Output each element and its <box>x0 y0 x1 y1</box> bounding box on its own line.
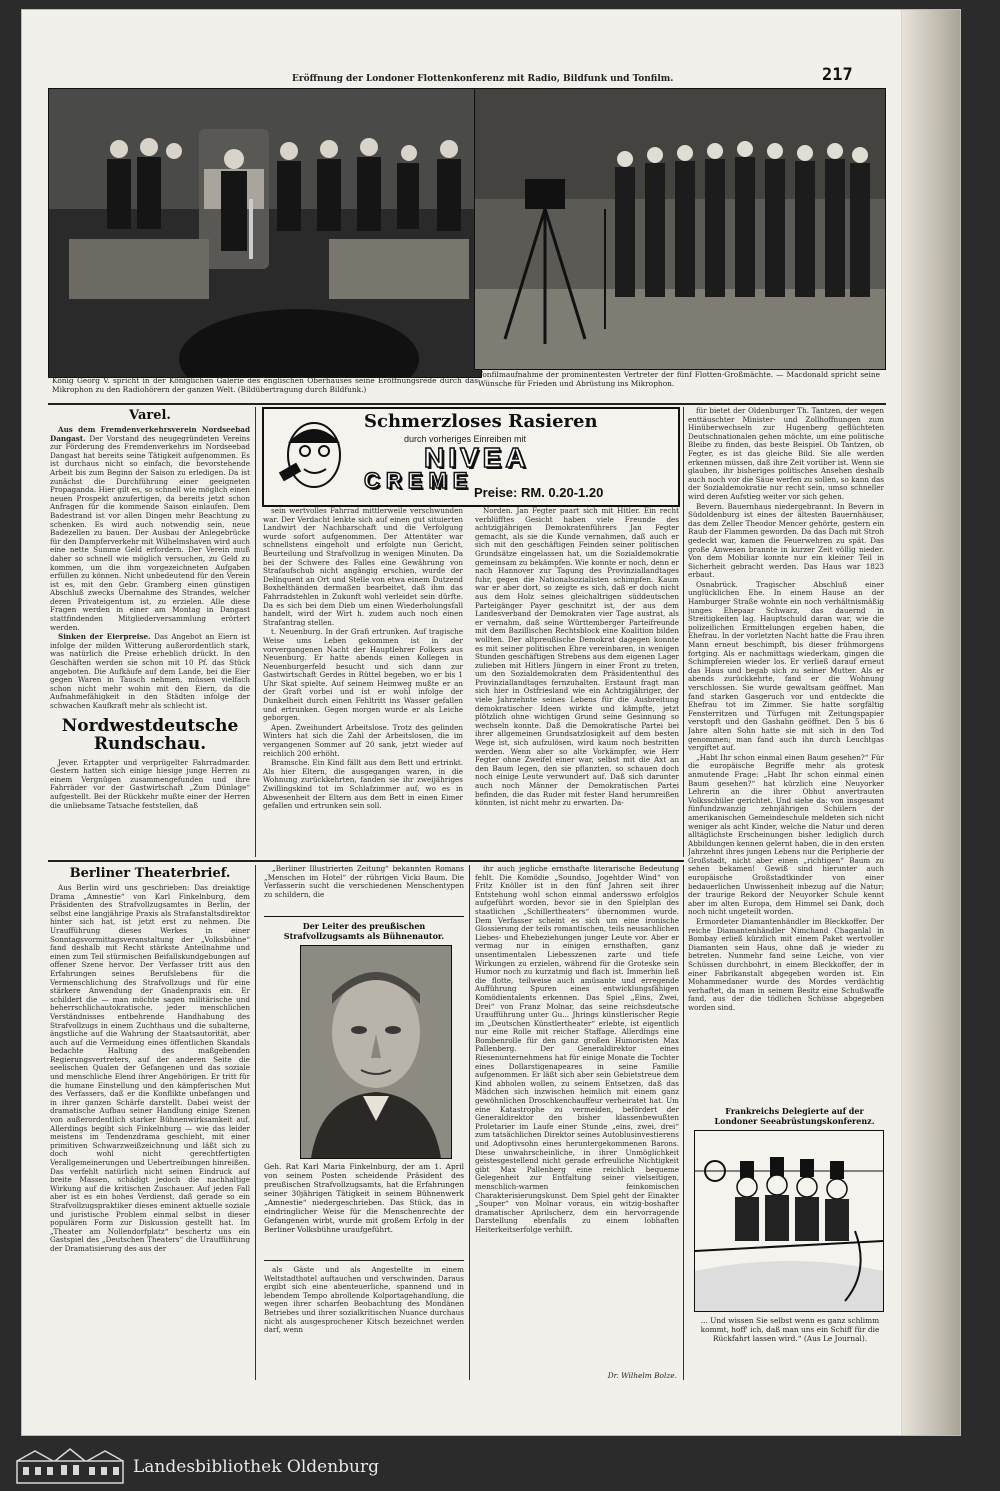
item-title: Sinken der Eierpreise. <box>58 632 151 642</box>
caption-left-photo: König Georg V. spricht in der Königlichen Galerie des englischen Oberhauses seine Eröffnungsrede durch das Mikrophon zu den Radiohörern der ganzen Welt. (Bildübertragung durch Bildfunk.) <box>52 376 478 394</box>
ad-brand-creme: CREME <box>364 468 474 493</box>
column-divider <box>683 407 684 857</box>
page-number: 217 <box>822 65 853 85</box>
cartoon-title: Frankreichs Delegierte auf der Londoner Seeabrüstungskonferenz. <box>714 1106 875 1126</box>
item-text: „Habt Ihr schon einmal einen Baum gesehen?“ Für die europäische Begriffe mehr als grotesk anmutende Frage: „Habt Ihr schon einmal einen Baum gesehen?“ hat kürzlich eine Neuyorker Lehrerin an die ihrer Obhut anvertrauten Volksschüler gerichtet. Und siehe da: von insgesamt fünfundzwanzig zehnjährigen Schülern der amerikanischen Gemeindeschule meldeten sich nicht weniger als acht Kinder, welche die Natur und deren alltäglichste Erscheinungen bisher lediglich durch Abbildungen kennen gelernt haben, die in den ersten Jahrzehnt ihres jungen Lebens nur die Peripherie der Großstadt, nicht aber einen „richtigen“ Baum zu sehen bekamen! Gewiß sind hierunter auch europäische Großstadtkinder von einer bedauerlichen Unwissenheit inbezug auf die Natur; der traurige Rekord der Neuyorker Schule kennt aber im alten Europa, dem Himmel sei Dank, doch noch nicht ungeteilt worden. <box>688 752 884 917</box>
book-spine <box>902 10 960 1435</box>
item-text: Jever. Ertappter und verprügelter Fahrradmarder. Gestern hatten sich einige hiesige junge Herren zu einem Vergnügen zusammengefunden und ihre Fahrräder vor der Gastwirtschaft „Zum Dünlage“ aufgestellt. Bei der Rückkehr mußte einer der Herren die unliebsame Tatsache feststellen, daß <box>50 757 250 810</box>
column-fahrrad <box>263 507 463 857</box>
divider-thin <box>264 1260 464 1261</box>
column-theater-b-bottom <box>264 1266 464 1380</box>
photo-sound-film-recording <box>474 88 886 370</box>
column-divider <box>683 865 684 1380</box>
item-text: Aus Berlin wird uns geschrieben: Das dreiaktige Drama „Amnestie“ von Karl Finkelnburg, dem Präsidenten des Strafvollzugsamtes in Berlin, der selbst eine langjährige Praxis als Strafanstaltsdirektor hinter sich hat, ist jetzt erst zu nehmen. Die Uraufführung dieses Werkes in einer Sonntagsvormittagsveranstaltung der „Volksbühne“ fand deshalb mit Recht stärkste Anteilnahme und einen zum Teil stürmischen Beifallskundgebungen auf offener Szene hervor. Der Verfasser tritt aus den Erfahrungen seines Berufslebens für die Vermenschlichung des Strafvollzugs und für eine stärkere Anwendung der Gnadenpraxis ein. Er schildert die — man möchte sagen militärische und beherrschlichautokratische, jeder menschlichen Verständnisses entbehrende Handhabung des Strafvollzugs in einem Zuchthaus und die subalterne, ängstliche auf die Wahrung der Staatsautorität, aber auch auf die Vermeidung eines öffentlichen Skandals bedachte Haltung des maßgebenden Regierungsvertreters, auf der anderen Seite die seelischen Qualen der Gefangenen und das soziale und menschliche Elend ihrer Angehörigen. Er tritt für die humane Einstellung und den kämpferischen Mut des Verfassers, daß er die Konflikte unbefangen und in ihrer ganzen Schärfe darstellt. Dabei weist der dramatische Aufbau seiner Handlung einige Szenen von außerordentlich starker Bühnenwirksamkeit auf. Allerdings begibt sich Finkelnburg — wie das leider meistens im Tendenzdrama geschieht, mit einer primitiven Schwarzweißzeichnung und läßt sich zu doch wohl nicht gerechtfertigten Verallgemeinerungen und Uebertreibungen hinreißen. Das verfehlt natürlich nicht seinen Eindruck auf breite Massen, schädigt jedoch die nachhaltige Wirkung auf die kritischen Zuschauer. Auf jeden Fall aber ist es ein hohes Verdienst, daß gerade so ein Strafvollzugspraktiker dieses eminent aktuelle soziale und juristische Problem einmal selbst in dieser populären Form zur Diskussion gestellt hat. Im „Theater am Nollendorfplatz“ beschertz uns ein Gastspiel des „Deutschen Theaters“ die Uraufführung der Dramatisierung des aus der <box>50 883 250 1253</box>
item-text: Apen. Zweihundert Arbeitslose. Trotz des gelinden Winters hat sich die Zahl der Arbeitslosen, die im vergangenen Sommer auf 20 sank, jetzt wieder auf reichlich 200 erhöht. <box>263 722 463 758</box>
shaving-man-illustration <box>270 415 352 497</box>
item-text: Bramsche. Ein Kind fällt aus dem Bett und ertrinkt. Als hier Eltern, die ausgegangen waren, in die Wohnung zurückkehrten, fanden sie ihr zweijähriges Zwillingskind tot im Schlafzimmer auf, wo es in Abwesenheit der Eltern aus dem Bett in einen Eimer gefallen und ertrunken sein soll. <box>263 758 463 811</box>
item-text: für bietet der Oldenburger Th. Tantzen, der wegen enttäuschter Minister- und Zollhoffnungen zum Hinüberwechseln zur Hugenberg geflüchteten Deutschnationalen gehen möchte, um eine politische Bleibe zu finden, das beste Beispiel. Ob Tantzen, ob Fegter, es ist das gleiche Bild. Sie alle werden erkennen müssen, daß ihre Zeit vorüber ist. Wenn sie glauben, ihr bisheriges politisches Ansehen deshalb auch noch vor die Säue werfen zu sollen, so kann das der Sozialdemokratie nur recht sein, umso schneller wird deren Aufstieg weiter vor sich gehen. <box>688 407 884 501</box>
signature: Dr. Wilhelm Bolze. <box>607 1371 677 1380</box>
item-text: ihr auch jegliche ernsthafte literarische Bedeutung fehlt. Die Komödie „Soundso, Jogehtder Wind“ von Fritz Knöller ist in den fünf Jahren seit ihrer Entstehung wohl schon einmal andersswo erfolglos aufgeführt worden, bevor sie in den Spielplan des staatlichen „Schillertheaters“ übernommen wurde. Dem Verfasser scheint es sich um eine ironische Glossierung der teils romantischen, teils neusachlichen Liebes- und Ehebeziehungen junger Leute vor. Aber er vermag nur in einigen ernsthaften, ganz unsentimentalen Liebesszenen zarte und tiefe Wirkungen zu erzielen, während für die Groteske sein Humor noch zu kurzatmig und flach ist. Immerhin ließ die flotte, teilweise auch amüsante und erregende Aufführung Spuren eines entwicklungsfähigen Komödientalents erkennen. Das Spiel „Eins, Zwei, Drei“ von Franz Molnar, das seine reichsdeutsche Uraufführung unter Gu... Jhrings künstlerischer Regie im „Deutschen Künstlertheater“ erlebte, ist eigentlich nur eine Rolle mit reicher Staffage. Allerdings eine Bombenrolle für den ganz großen Humoristen Max Pallenberg. Der Generaldirektor eines Riesenunternehmens hat für einige Monate die Tochter eines Dollarstigenapeares in seine Familie aufgenommen. Er läßt sich aber sein Gebietstreue dem Kind abholen wollen, zu seinem Entsetzen, daß das Mädchen sich inzwischen heimlich mit einem ganz gewöhnlichen Droschkenchauffeur verheiratet hat. Um eine Katastrophe zu vermeiden, befördert der Generaldirektor den bisher klassenbewußten Proletarier im Laufe einer Stunde „eins, zwei, drei“ zum tatsächlichen Direktor seines Autoblusinvestierens und Adoptivsohn eines heruntergekommenen Barons. Diese unwahrscheinliche, in ihrer Unmöglichkeit geistesgestellend nicht gerade erfreuliche Nichtigkeit gibt Max Pallenberg eine reichlich bequeme Gelegenheit zur Entfaltung seiner vielseitigen, menschlich-warmen feinkomischen Charakterisierungskunst. Dem Spiel geht der Einakter „Souper“ von Molnar voraus, ein witzig-boshafter dramatischer Aprilscherz, dem ein hervorragende Darstellung ebenfalls zu einem lobhaften Heiterkeitserfolge verhilft. <box>475 865 679 1234</box>
nivea-advertisement <box>262 407 680 507</box>
item-text: Ermordeter Diamantenhändler im Bleckkoffer. Der reiche Diamantenhändler Nimchand Chaganlal in Bombay erließ kürzlich mit einem Paket wertvoller Diamanten sein Haus, ohne daß je wieder zu betreten. Nunmehr fand seine Leiche, von vier Schüssen durchbohrt, in einem Bleckkoffer, der in einer Fabrikanstalt abgegeben worden ist. Ein Mohammedaner wurde des Mordes verdächtig verhaftet, da man in seinem Besitz eine Schußwaffe fand, aus der die tödlichen Schüsse abgegeben worden sind. <box>688 917 884 1012</box>
item-text: t. Neuenburg. In der Grafi ertrunken. Auf tragische Weise ums Leben gekommen ist in der vorvergangenen Nacht der Hauptlehrer Folkers aus Neuenburg. Er hatte abends einen Kollegen in Neuenburgerfeld besucht und sich dann zur Gastwirtschaft Gerdes in Rüttel begeben, wo er bis 1 Uhr Skat spielte. Auf seinem Heimweg mußte er an der Graft vorbei und ist er wohl infolge der Dunkelheit durch einen Fehltritt ins Wasser gefallen und ertrunken. Gegen morgen wurde er als Leiche geborgen. <box>263 627 463 723</box>
column-divider <box>255 865 256 1380</box>
portrait-title: Der Leiter des preußischen Strafvollzugsamts als Bühnenautor. <box>264 916 464 941</box>
column-theater-c <box>475 865 679 1370</box>
item-text: Der Vorstand des neugegründeten Vereins zur Förderung des Fremdenverkehrs im Nordseebad Dangast hat bereits seine Tätigkeit aufgenommen. Es ist durchaus nicht so einfach, die bevorstehende Arbeit bis zum Beginn der Saison zu erledigen. Da ist zunächst die Durchführung einer geeigneten Propaganda. Hier gilt es, so schnell wie möglich einen neuen Prospekt anzufertigen, da bereits jetzt schon Anfragen für die kommende Saison einlaufen. Dem Badestrand ist vor allen Dingen mehr Beachtung zu schenken. Es wird auch notwendig sein, neue Badezellen zu bauen. Der Ausbau der Anlegebrücke für den Dampferverkehr mit Wilhelmshaven wird auch eine nette Summe Geld erfordern. Der Verein muß daher so schnell wie möglich versuchen, zu Geld zu kommen, um die ihm vorgezeichneten Aufgaben erfüllen zu können. Nicht unbedeutend für den Verein ist es, mit den Gebr. Gramberg einen günstigen Abschluß zwecks Übernahme des Strandes, welcher deren Privateigentum ist, zu erzielen. Alle diese Fragen werden in einer am Montag in Dangast stattfindenden Mitgliederversammlung erörtert werden. <box>50 433 250 632</box>
heading-varel: Varel. <box>129 408 171 423</box>
portrait-caption: Geh. Rat Karl Maria Finkelnburg, der am 1. April von seinem Posten scheidende Präsident des preußischen Strafvollzugsamts, hat die Erfahrungen seiner 30jährigen Tätigkeit in seinem Bühnenwerk „Amnestie“ niedergeschrieben. Das Stück, das in eindringlicher Weise für die Menschenrechte der Gefangenen wirbt, wurde mit großem Erfolg in der Berliner Volksbühne uraufgeführt. <box>264 1162 464 1234</box>
portrait-finkelnburg <box>300 945 452 1159</box>
item-text: Norden. Jan Fegter paart sich mit Hitler. Ein recht verblüfftes Gesicht haben viele Freunde des achtzigjährigen Demokratenführers Jan Fegter gemacht, als sie die Kunde vernahmen, daß auch er sich mit den geschäftigen Feinden seiner politischen Grundsätze eingelassen hat, um die Sozialdemokratie gemeinsam zu bekämpfen. Wie konnte er noch, denn er nach Hannover zur Tagung des Provinziallandtages fuhr, gegen die Nationalsozialisten schimpfen. Kaum war er aber dort, so zeigte es sich, daß er doch nicht aus dem Holz seines gleichaltrigen süddeutschen Parteigänger Payer geschnitzt ist, der aus dem Landesverband der Demokraten vier Tage austrat, als er vernahm, daß seine Württemberger Parteifreunde mit dem Bazillischen Rechtsblock eine Koalition bilden wollten. Der altpreußische Demokrat dagegen konnte es mit seiner politischen Ehre vereinbaren, in wenigen Stunden geschäftigen Strebens aus dem eigenen Lager zulieben mit Hitlers Jüngern in einer Front zu treten, um den Sozialdemokraten dem Präsidententhul des Provinziallandtages fernzuhalten. Erstaunt fragt man sich hier in Ostfriesland wie ein Achtzigjähriger, der viele Jahrzehnte seines Lebens für die Ausbreitung demokratischer Ideen wirkte und kämpfte, jetzt plötzlich ohne wichtigen Grund seine Gesinnung so wechseln konnte. Daß die Demokratische Partei bei ihrer allgemeinen Grundsatzlosigkeit auf dem besten Wege ist, sich aufzulösen, wird kaum noch bestritten werden. Wenn aber so alte Vorkämpfer, wie Herr Fegter ohne Zweifel einer war, selbst mit die Axt an den Baum legen, den sie pflanzten, so schauen doch noch einige Leute verwundert auf. Daß sich darunter auch noch Männer der Demokratischen Partei befinden, die das Ruder mit fester Hand herumreißen könnten, ist nicht mehr zu erwarten. Da- <box>475 507 679 808</box>
ad-brand-nivea: NIVEA <box>424 442 530 473</box>
divider-top <box>48 403 886 405</box>
column-theater-a <box>50 865 250 1380</box>
item-title: Aus dem Fremdenverkehrsverein Nordseebad Dangast. <box>50 425 250 443</box>
item-text: Bevern. Bauernhaus niedergebrannt. In Bevern in Südoldenburg ist eines der ältesten Bauernhäuser, das dem Zeller Theodor Mencer gehörte, gestern ein Raub der Flammen geworden. Da das Dach mit Stroh gedeckt war, kamen die Feuerwehren zu spät. Das große Anwesen brannte in kurzer Zeit völlig nieder. Von dem Mobiliar konnte nur ein kleiner Teil in Sicherheit gebracht werden. Das Haus war 1823 erbaut. <box>688 501 884 580</box>
divider-middle <box>48 860 684 862</box>
ad-price: Preise: RM. 0.20-1.20 <box>474 485 604 500</box>
item-text: Das Angebot an Eiern ist infolge der milden Witterung außerordentlich stark, was natürlich die Preise erheblich drückt. In den Geschäften werden sie schon mit 10 Pf. das Stück angeboten. Die Aufkäufe auf dem Lande, bei die Eier gegen Waren in Tausch nehmen, müssen vielfach schon nicht mehr wohin mit den Eiern, da die Aufnahmefähigkeit in den Städten infolge der schwachen Kaufkraft mehr als schlecht ist. <box>50 632 250 710</box>
cartoon-illustration <box>694 1130 884 1312</box>
cartoon-caption: ... Und wissen Sie selbst wenn es ganz schlimm kommt, hoff' ich, daß man uns ein Schiff für die Rückfahrt lassen wird.“ (Aus Le Journal). <box>700 1316 880 1343</box>
item-text: als Gäste und als Angestellte in einem Weltstadthotel auftauchen und verschwinden. Daraus ergibt sich eine abenteuerliche, spannend und in lebendem Tempo abrollende Kolportagehandlung, die wegen ihrer scharfen Beobachtung des Mondänen Betriebes und ihrer sozialkritischen Nuance durchaus nicht als ausgesprochener Kitsch bezeichnet werden darf, wenn <box>264 1266 464 1335</box>
library-name: Landesbibliothek Oldenburg <box>133 1457 380 1477</box>
item-text: Osnabrück. Tragischer Abschluß einer unglücklichen Ehe. In einem Hause an der Hamburger Straße wohnte ein noch verhältnismäßig junges Ehepaar Schwarz, das dauernd in Streitigkeiten lag. Hauptschuld daran war, wie die polizeilichen Ermittelungen ergeben haben, die Ehefrau. In der vorletzten Nacht hatte die Frau ihren Mann erneut beschimpft, bis dieser frühmorgens fortging. Als er nachmittags wiederkam, gingen die Schimpfereien wieder los. Er verließ darauf erneut das Haus und begab sich zu seiner Mutter. Als er abends zurückkehrte, fand er die Wohnung verschlossen. Sie wurde gewaltsam geöffnet. Man fand starken Gasgeruch vor und entdeckte die Ehefrau tot im Zimmer. Sie hatte sorgfältig Fensterritzen und Türfugen mit Zeitungspapier verstopft und den Gashahn geöffnet. Den 5 bis 6 Jahre alten Sohn hatte sie mit sich in den Tod genommen; man fand auch ihn durch Leuchtgas vergiftet auf. <box>688 579 884 753</box>
column-divider <box>255 407 256 857</box>
library-building-icon <box>15 1447 125 1485</box>
column-varel <box>50 407 250 854</box>
column-divider <box>469 865 470 1380</box>
item-text: sein wertvolles Fahrrad mittlerweile verschwunden war. Der Verdacht lenkte sich auf einen gut situierten Landwirt der Nachbarschaft und die Verfolgung wurde sofort aufgenommen. Der Attentäter war schnellstens eingeholt und erfolgte nun Gericht, Beurteilung und Strafvollzug in wenigen Minuten. Da bei der Schwere des Falles eine Gewährung von Strafaufschub nicht angängig erschien, wurde der Delinquent an Ort und Stelle von etwa einem Dutzend Boxhelthänden dermaßen bearbeitet, daß ihm das Fahrradstehlen in Zukunft wohl verleidet sein dürfte. Da es sich bei dem Dieb um einen Wiederholungsfall handelt, wird der Wirt h. zudem auch noch einen Strafantrag stellen. <box>263 507 463 627</box>
item-text: „Berliner Illustrierten Zeitung“ bekannten Romans „Menschen im Hotel“ der rührigen Vicki Baum. Die Verfasserin sucht die verschiedenen Menschentypen zu schildern, die <box>264 865 464 899</box>
photo-king-george-speech <box>48 88 482 378</box>
column-norden <box>475 507 679 857</box>
column-theater-b-top <box>264 865 464 905</box>
running-title: Eröffnung der Londoner Flottenkonferenz mit Radio, Bildfunk und Tonfilm. <box>292 74 674 84</box>
heading-theater: Berliner Theaterbrief. <box>69 866 231 881</box>
ad-title: Schmerzloses Rasieren <box>364 411 598 432</box>
heading-nordwestdeutsche: Nordwestdeutsche Rundschau. <box>61 715 239 754</box>
caption-right-photo: Tonfilmaufnahme der prominentesten Vertreter der fünf Flotten-Großmächte. — Macdonald spricht seine Wünsche für Frieden und Abrüstung ins Mikrophon. <box>478 370 880 388</box>
ad-subtitle: durch vorheriges Einreiben mit <box>404 434 527 444</box>
newspaper-page <box>22 10 960 1435</box>
column-right <box>688 407 884 1117</box>
